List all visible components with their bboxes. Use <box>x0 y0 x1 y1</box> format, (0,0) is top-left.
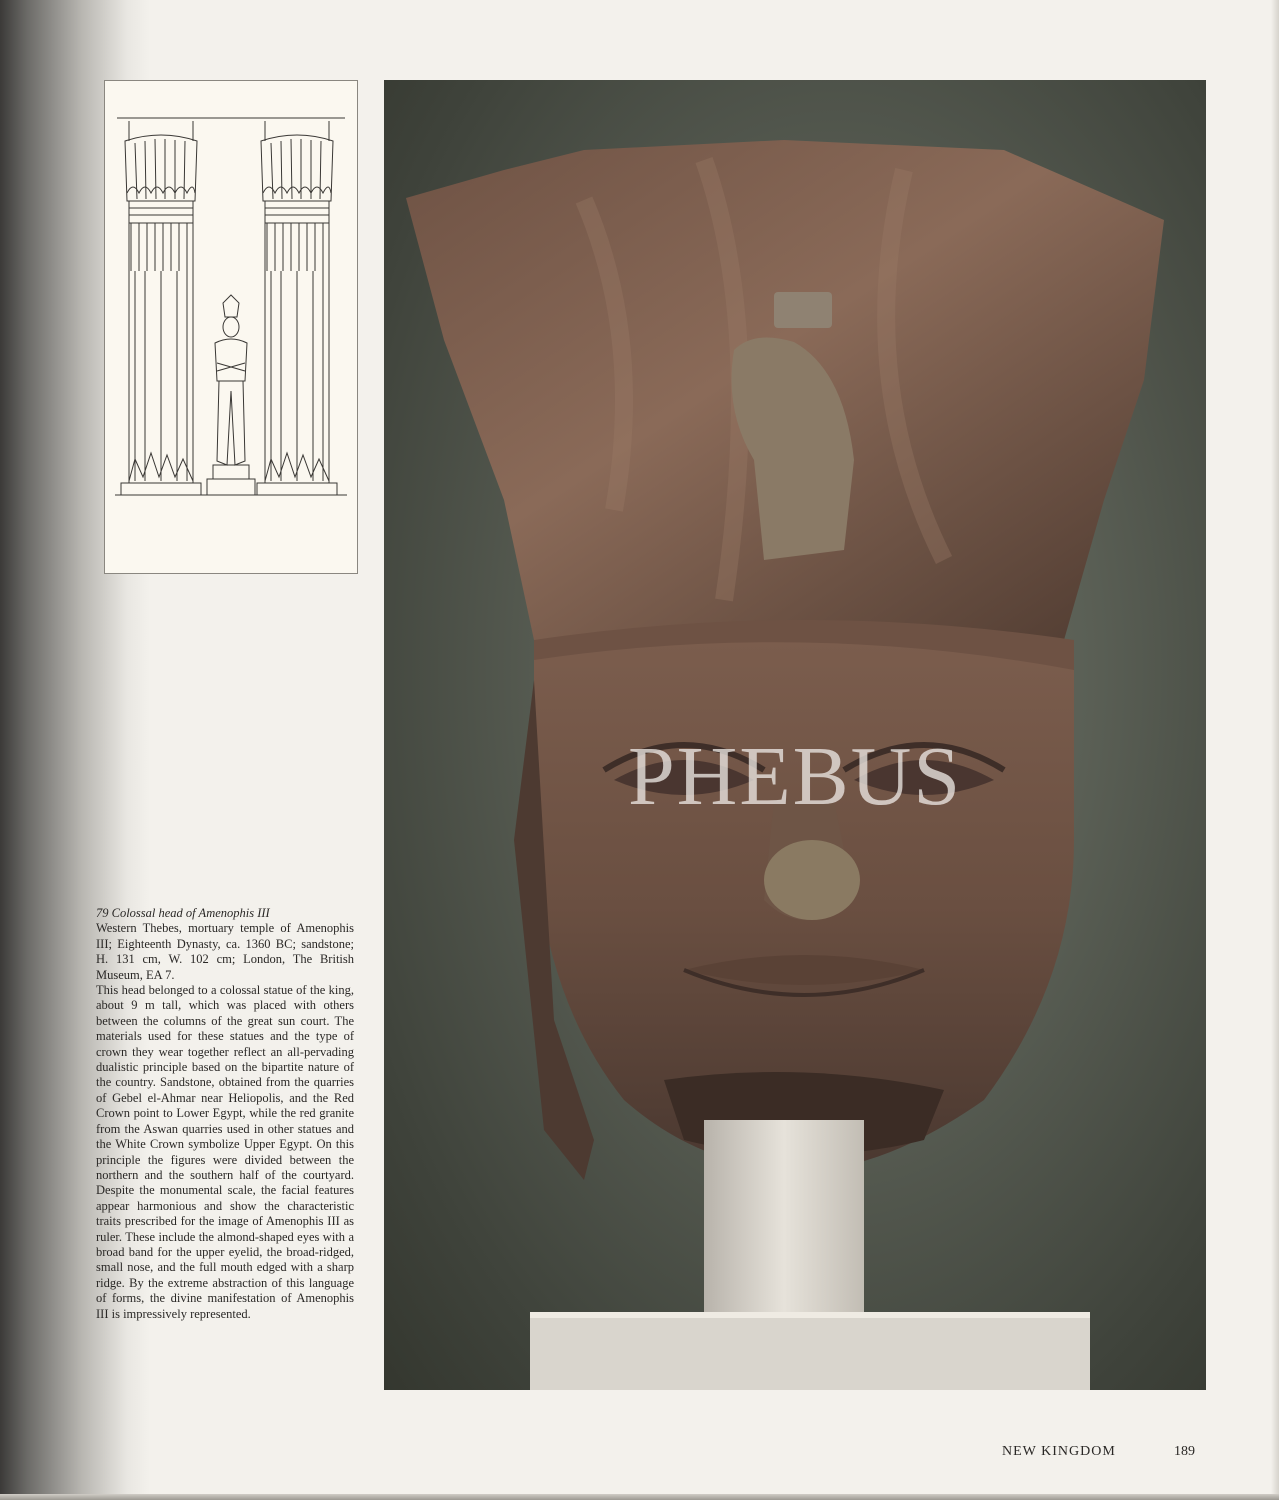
page-bottom-edge <box>0 1494 1279 1500</box>
colossal-head-photo <box>384 80 1206 1390</box>
figure-caption <box>96 906 354 1322</box>
caption-details: Western Thebes, mortuary temple of Amenophis III; Eighteenth Dynasty, ca. 1360 BC; sandstone; H. 131 cm, W. 102 cm; London, The British Museum, EA 7. <box>96 921 354 982</box>
page-number: 189 <box>1174 1444 1195 1459</box>
column-statue-drawing <box>104 80 358 574</box>
running-head: NEW KINGDOM <box>1002 1444 1116 1459</box>
caption-title: 79 Colossal head of Amenophis III <box>96 906 270 920</box>
page-edge <box>1271 0 1279 1500</box>
watermark: PHEBUS <box>627 730 963 823</box>
caption-body: This head belonged to a colossal statue of the king, about 9 m tall, which was placed with others between the columns of the great sun court. The materials used for these statues and the type of crown they wear together reflect an all-pervading dualistic principle based on the bipartite nature of the country. Sandstone, obtained from the quarries of Gebel el-Ahmar near Heliopolis, and the Red Crown point to Lower Egypt, while the red granite from the Aswan quarries used in other statues and the White Crown symbolize Upper Egypt. On this principle the figures were divided between the northern and the southern half of the courtyard. Despite the monumental scale, the facial features appear harmonious and show the characteristic traits prescribed for the image of Amenophis III as ruler. These include the almond-shaped eyes with a broad band for the upper eyelid, the broad-ridged, small nose, and the full mouth edged with a sharp ridge. By the extreme abstraction of this language of forms, the divine manifestation of Amenophis III is impressively represented. <box>96 983 354 1321</box>
